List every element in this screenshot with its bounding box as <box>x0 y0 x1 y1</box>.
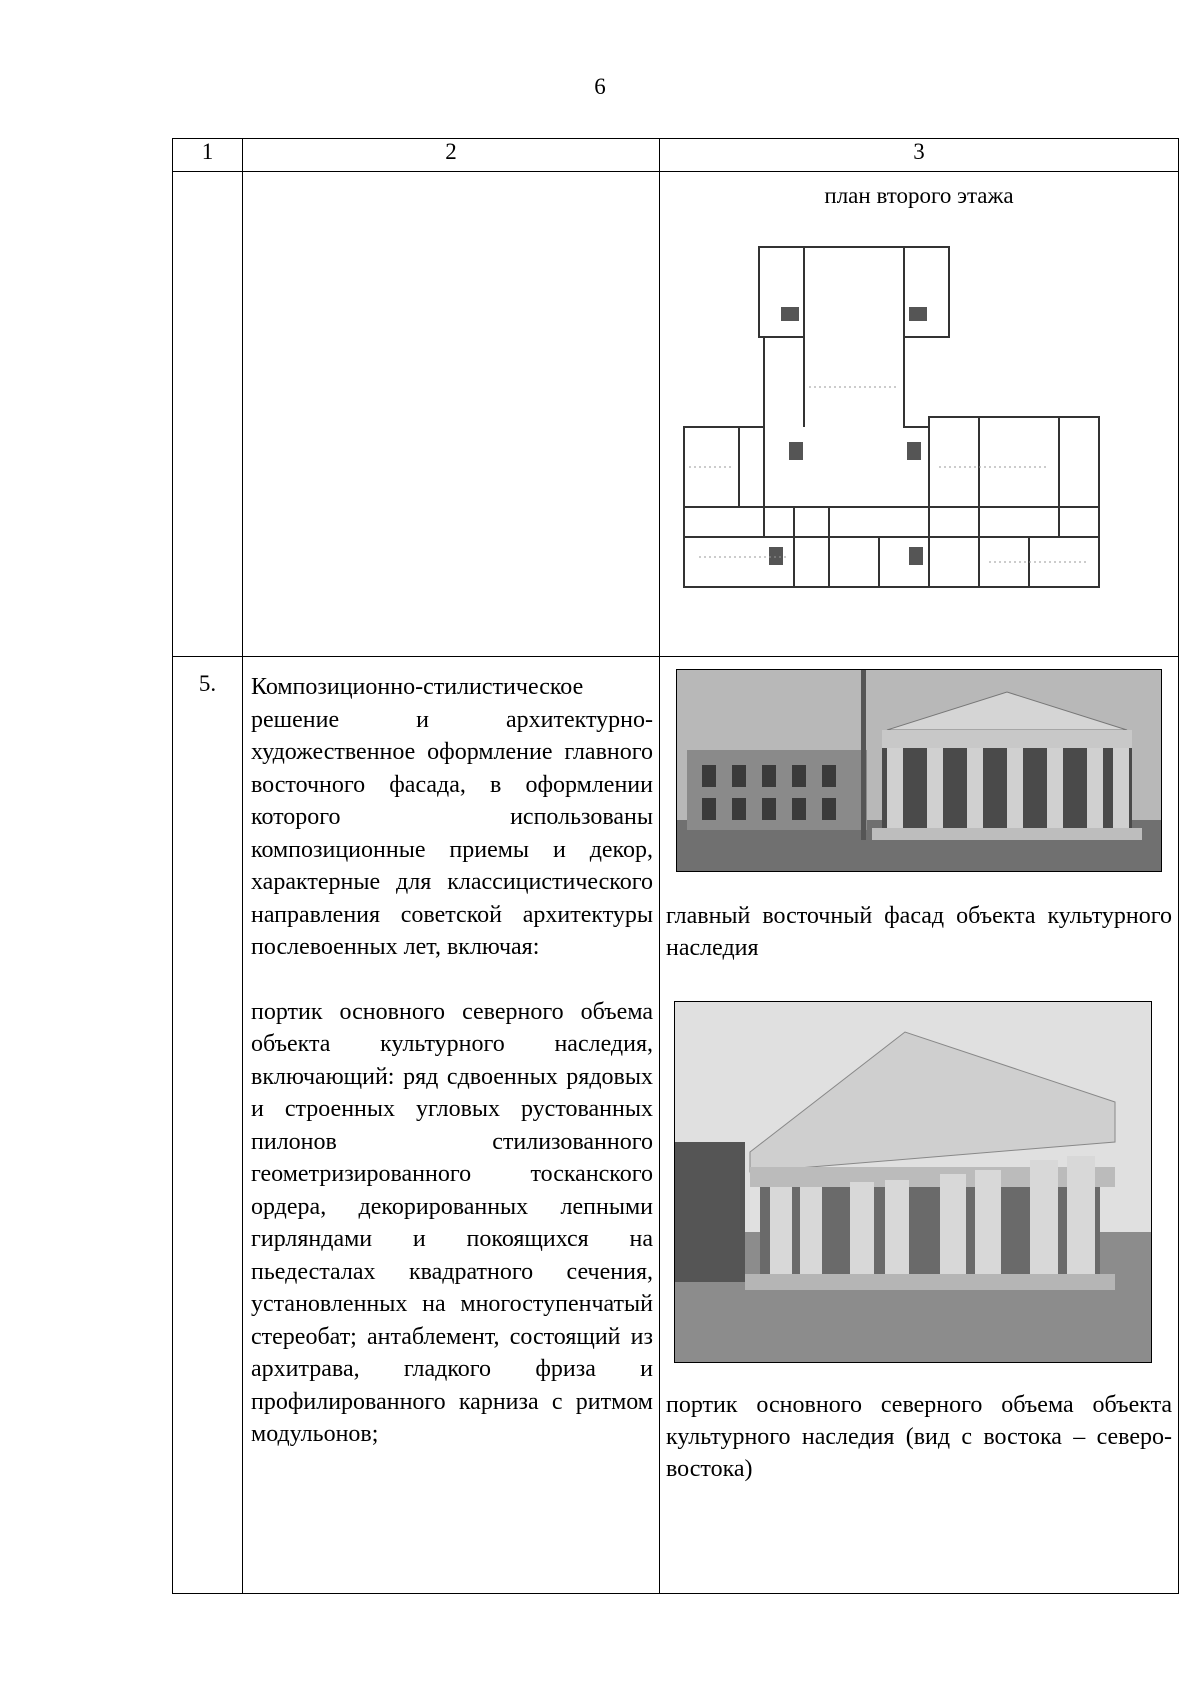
table-header-row <box>173 139 1179 172</box>
description-paragraph: портик основного северного объема объекта культурного наследия, включающий: ряд сдвоенных рядовых и строенных угловых рустованных пилонов стилизованного геометризированного тосканского ордера, декорированных лепными гирляндами и покоящихся на пьедесталах квадратного сечения, установленных на многоступенчатый стереобат; антаблемент, состоящий из архитрава, гладкого фриза и профилированного карниза с ритмом модульонов; <box>251 998 653 1447</box>
east-facade-caption: главный восточный фасад объекта культурного наследия <box>666 903 1172 961</box>
column-header-3: 3 <box>660 139 1179 172</box>
heritage-table <box>172 138 1179 1594</box>
table-row <box>173 172 1179 657</box>
column-header-1: 1 <box>173 139 243 172</box>
illustration-cell <box>660 657 1179 1594</box>
plan-caption: план второго этажа <box>824 183 1014 208</box>
east-facade-photo <box>676 669 1162 872</box>
description-paragraph: Композиционно-стилистическое решение и архитектурно-художественное оформление главного восточного фасада, в оформлении которого использованы композиционные приемы и декор, характерные для классицистического направления советской архитектуры послевоенных лет, включая: <box>251 674 653 960</box>
description-cell <box>243 172 660 657</box>
row-number-cell <box>173 172 243 657</box>
north-portico-photo <box>674 1001 1152 1363</box>
description-cell <box>243 657 660 1594</box>
table-row <box>173 657 1179 1594</box>
column-header-2: 2 <box>243 139 660 172</box>
row-number: 5. <box>173 657 243 1594</box>
illustration-cell <box>660 172 1179 657</box>
second-floor-plan-drawing <box>679 237 1161 607</box>
north-portico-caption: портик основного северного объема объекта культурного наследия (вид с востока – северо-востока) <box>666 1392 1172 1482</box>
page-number: 6 <box>594 74 606 99</box>
